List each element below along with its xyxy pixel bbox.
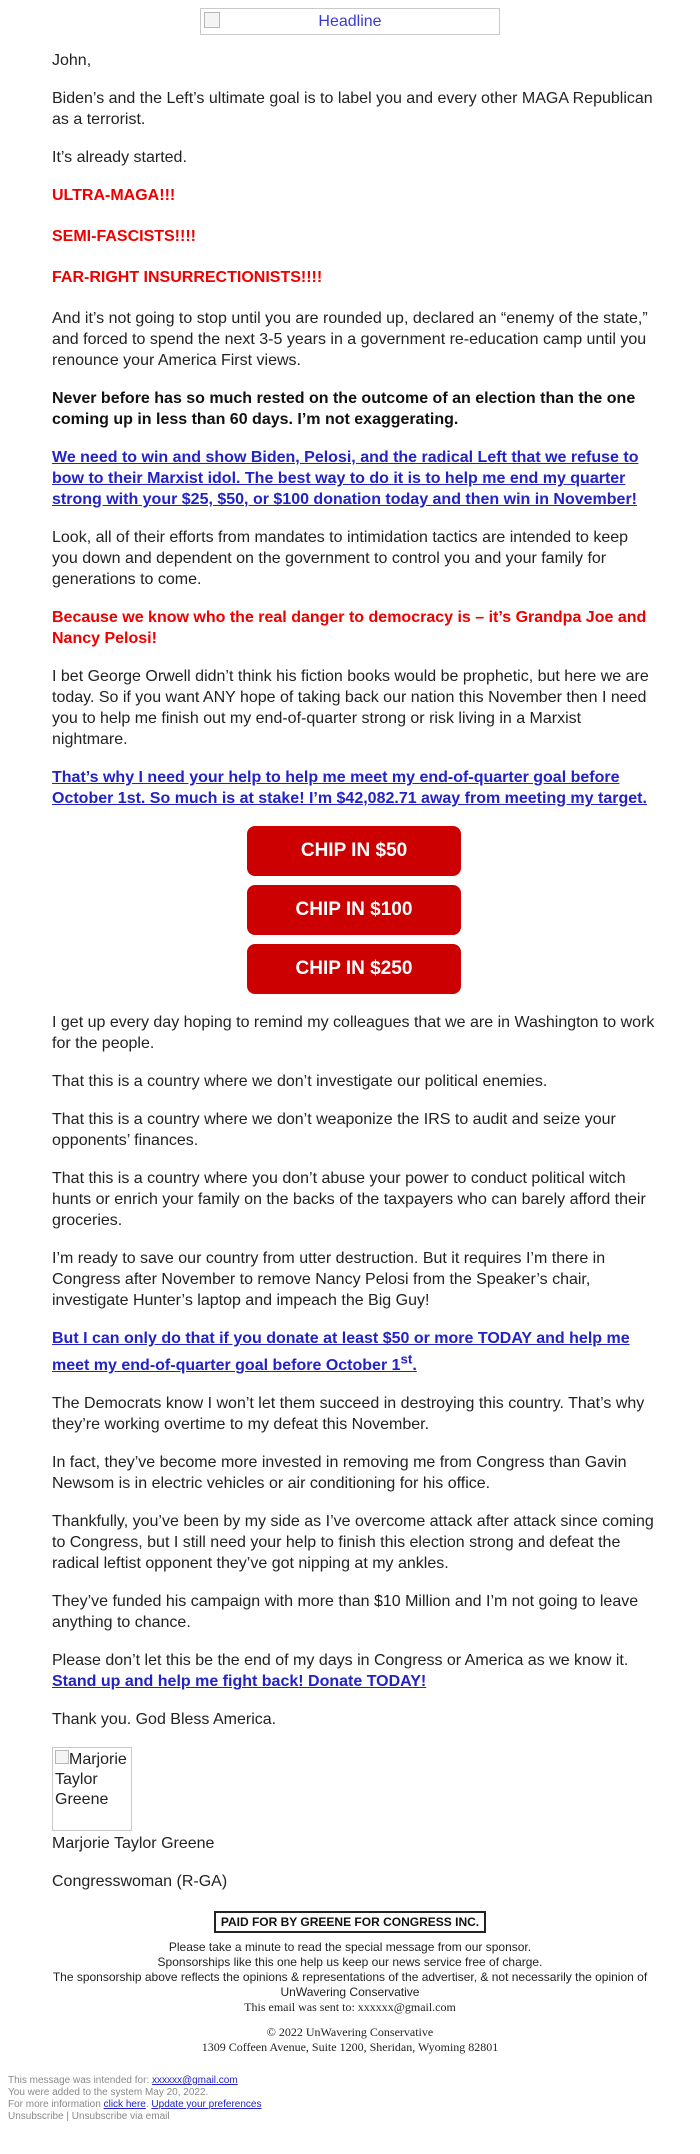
added-date: You were added to the system May 20, 2022. [8,2087,209,2098]
paragraph: The Democrats know I won’t let them succeed in destroying this country. That’s why they’re working overtime to my defeat this November. [52,1395,645,1434]
chip-in-100-button[interactable]: CHIP IN $100 [247,885,461,935]
paragraph: I bet George Orwell didn’t think his fiction books would be prophetic, but here we are today. So if you want ANY hope of taking back our nation this November then I need you to help me finish out my end-of-quarter strong or risk living in a Marxist nightmare. [52,668,649,748]
paragraph: Look, all of their efforts from mandates to intimidation tactics are intended to keep you down and dependent on the government to control you and your family for generations to come. [52,529,629,588]
paragraph: Biden’s and the Left’s ultimate goal is to label you and every other MAGA Republican as a terrorist. [52,90,653,128]
paragraph: That this is a country where we don’t weaponize the IRS to audit and seize your opponents’ finances. [52,1111,616,1149]
sponsor-line: Please take a minute to read the special message from our sponsor. [168,1940,532,1954]
paragraph: I’m ready to save our country from utter destruction. But it requires I’m there in Congress after November to remove Nancy Pelosi from the Speaker’s chair, investigate Hunter’s laptop and impeach the Big Guy! [52,1250,606,1309]
paragraph: That this is a country where we don’t investigate our political enemies. [52,1073,548,1090]
unsubscribe-email-link[interactable]: Unsubscribe via email [71,2111,170,2122]
closing: Thank you. God Bless America. [52,1711,277,1729]
paragraph: And it’s not going to stop until you are rounded up, declared an “enemy of the state,” and forced to spend the next 3-5 years in a government re-education camp until you renounce your America First views. [52,310,648,369]
update-preferences-link[interactable]: Update your preferences [151,2099,262,2110]
paragraph: Thankfully, you’ve been by my side as I’ve overcome attack after attack since coming to Congress, but I still need your help to finish this election strong and defeat the radical leftist opponent they’ve got nipping at my ankles. [52,1513,654,1573]
red-shout: SEMI-FASCISTS!!!! [52,228,196,245]
paragraph: Please don’t let this be the end of my days in Congress or America as we know it. Stand up and help me fight back! Donate TODAY! [52,1652,629,1691]
bold-paragraph: Never before has so much rested on the outcome of an election than the one coming up in less than 60 days. I’m not exaggerating. [52,390,636,428]
cta-button-group [52,826,656,994]
click-here-link[interactable]: click here [103,2099,146,2110]
paragraph: They’ve funded his campaign with more than $10 Million and I’m not going to leave anything to chance. [52,1593,639,1632]
paragraph: That this is a country where you don’t abuse your power to conduct political witch hunts or enrich your family on the backs of the taxpayers who can barely afford their groceries. [52,1170,646,1229]
paragraph: In fact, they’ve become more invested in removing me from Congress than Gavin Newsom is in electric vehicles or air conditioning for his office. [52,1454,627,1493]
signature-name: Marjorie Taylor Greene [52,1835,215,1853]
donate-link[interactable]: We need to win and show Biden, Pelosi, and the radical Left that we refuse to bow to their Marxist idol. The best way to do it is to help me end my quarter strong with your $25, $50, or $100 donation today and then win in November! [52,449,639,508]
copyright-line: © 2022 UnWavering Conservative [266,2025,434,2039]
intended-email-link[interactable]: xxxxxx@gmail.com [151,2075,238,2086]
sent-to-line: This email was sent to: xxxxxx@gmail.com [244,2000,456,2014]
address-line: 1309 Coffeen Avenue, Suite 1200, Sheridan, Wyoming 82801 [201,2040,499,2054]
red-statement: Because we know who the real danger to democracy is – it’s Grandpa Joe and Nancy Pelosi! [52,609,647,647]
signature-alt-text: Marjorie Taylor Greene [55,1751,127,1809]
unsubscribe-link[interactable]: Unsubscribe [8,2111,64,2122]
email-footer: This message was intended for: xxxxxx@gmail.com You were added to the system May 20, 2022. For more information click here. Update your preferences Unsubscribe | Unsubscribe via email [8,2075,608,2123]
letter-body [52,50,656,1909]
greeting: John, [52,52,92,69]
headline-alt-text: Headline [318,13,382,30]
donate-today-link[interactable]: Stand up and help me fight back! Donate TODAY! [52,1673,427,1691]
red-shout: ULTRA-MAGA!!! [52,187,176,204]
chip-in-250-button[interactable]: CHIP IN $250 [247,944,461,994]
paragraph: I get up every day hoping to remind my colleagues that we are in Washington to work for the people. [52,1014,655,1052]
paragraph: It’s already started. [52,149,187,166]
copyright-block [30,2025,670,2055]
signature-title: Congresswoman (R-GA) [52,1873,228,1891]
paid-for-disclaimer: PAID FOR BY GREENE FOR CONGRESS INC. [214,1911,486,1933]
sponsor-notice [30,1940,670,2015]
signature-image [52,1747,132,1831]
sponsor-line: Sponsorships like this one help us keep our news service free of charge. [157,1955,543,1969]
broken-image-icon [204,12,220,28]
donate-link[interactable]: That’s why I need your help to help me meet my end-of-quarter goal before October 1st. So much is at stake! I’m $42,082.71 away from meeting my target. [52,769,647,807]
sponsor-line: The sponsorship above reflects the opinions & representations of the advertiser, & not necessarily the opinion of UnWavering Conservative [52,1970,648,1999]
headline-image[interactable] [200,8,500,35]
red-shout: FAR-RIGHT INSURRECTIONISTS!!!! [52,269,323,286]
donate-link[interactable]: But I can only do that if you donate at least $50 or more TODAY and help me meet my end-of-quarter goal before October 1st. [52,1330,630,1375]
broken-image-icon [55,1750,69,1764]
chip-in-50-button[interactable]: CHIP IN $50 [247,826,461,876]
